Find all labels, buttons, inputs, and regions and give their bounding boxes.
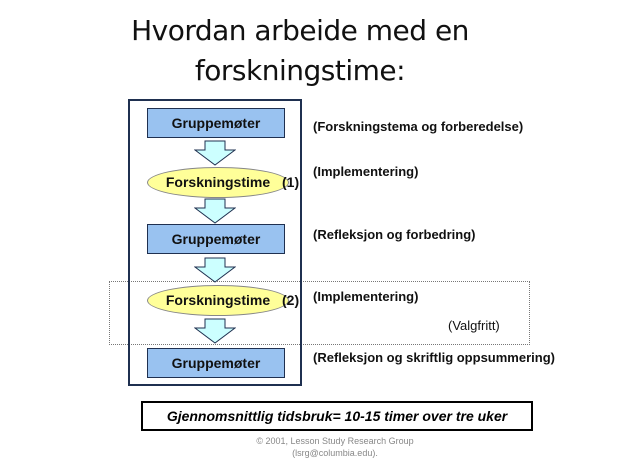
down-arrow-icon <box>194 257 236 283</box>
step-note-2: (Implementering) <box>313 164 419 179</box>
down-arrow-icon <box>194 198 236 224</box>
step-note-5: (Refleksjon og skriftlig oppsummering) <box>313 350 555 365</box>
down-arrow-icon <box>194 318 236 344</box>
copyright-line-2: (lsrg@columbia.edu). <box>292 448 378 458</box>
step-group-meeting-3: Gruppemøter <box>147 348 285 378</box>
title-line-2: forskningstime: <box>194 54 406 87</box>
step-number-2: (2) <box>282 292 300 308</box>
optional-label: (Valgfritt) <box>448 318 500 333</box>
copyright-line-1: © 2001, Lesson Study Research Group <box>256 436 414 446</box>
step-research-lesson-1: Forskningstime <box>147 167 289 198</box>
step-note-3: (Refleksjon og forbedring) <box>313 227 476 242</box>
step-note-4: (Implementering) <box>313 289 419 304</box>
step-number-1: (1) <box>282 174 300 190</box>
step-research-lesson-2: Forskningstime <box>147 285 289 316</box>
step-note-1: (Forskningstema og forberedelse) <box>313 119 524 134</box>
step-group-meeting-2: Gruppemøter <box>147 224 285 254</box>
down-arrow-icon <box>194 140 236 166</box>
time-summary: Gjennomsnittlig tidsbruk= 10-15 timer over tre uker <box>141 401 533 431</box>
title-line-1: Hvordan arbeide med en <box>131 14 469 47</box>
step-group-meeting-1: Gruppemøter <box>147 108 285 138</box>
